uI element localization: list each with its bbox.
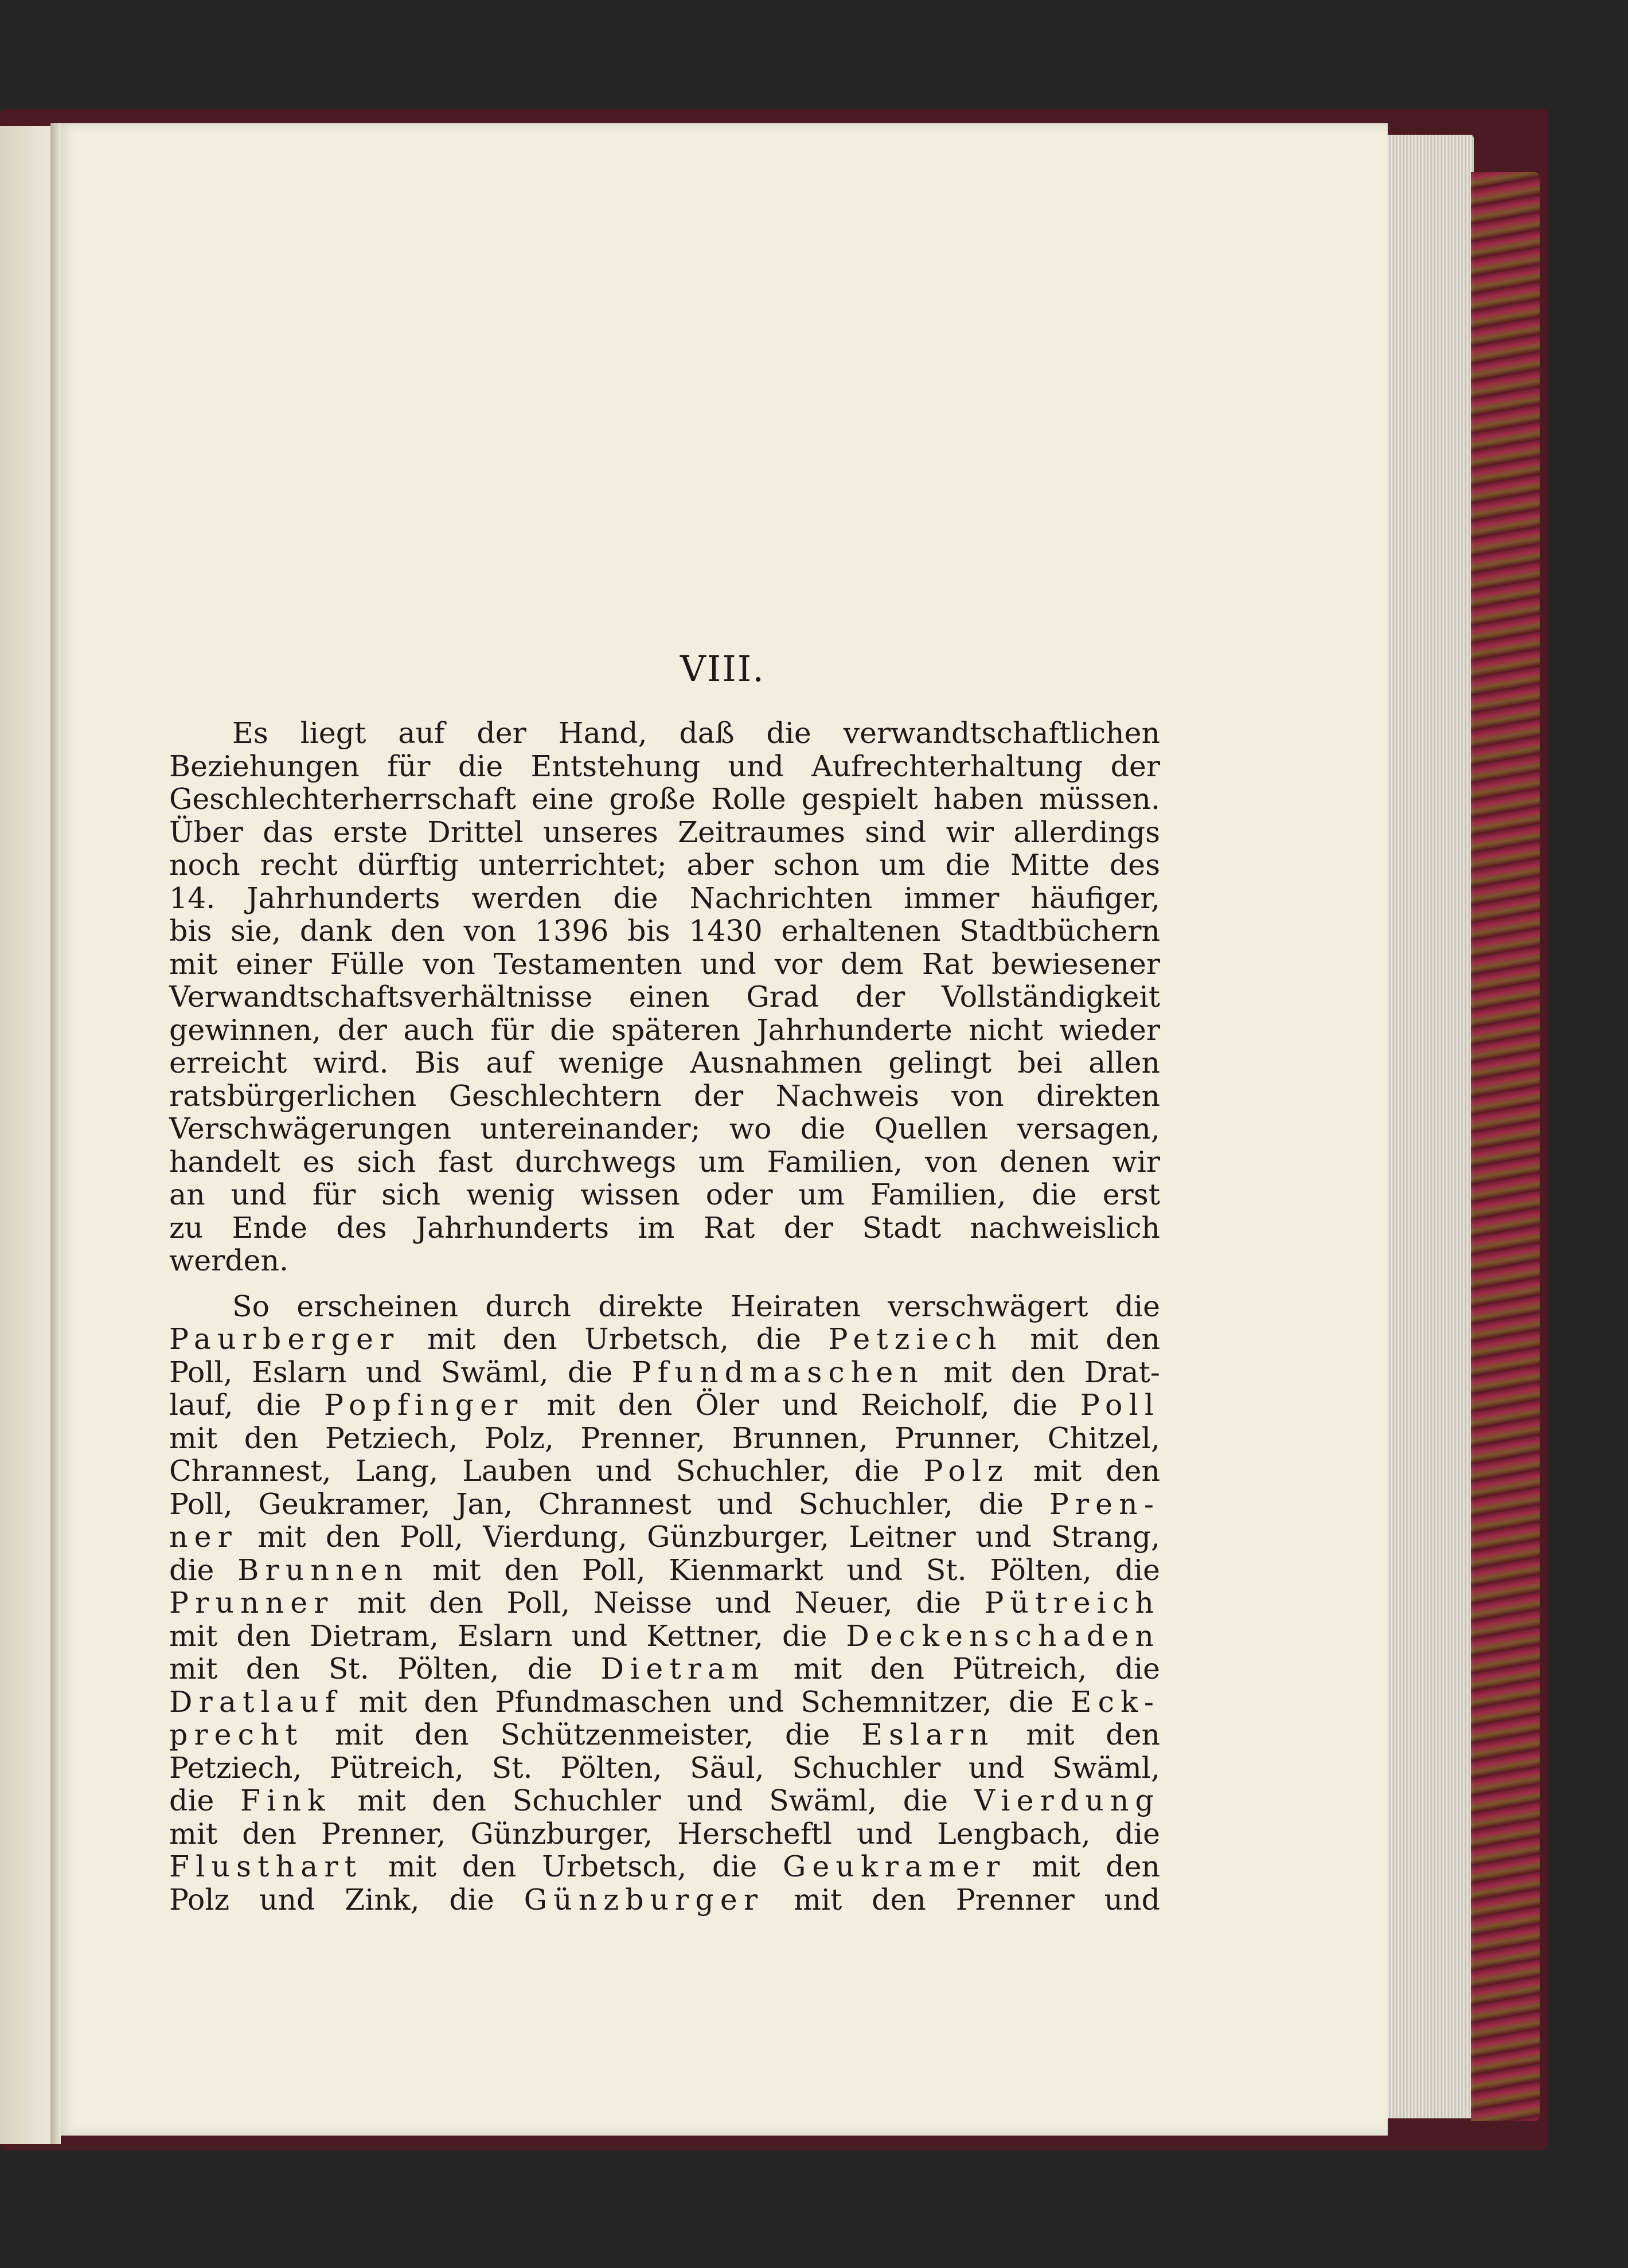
text-line: ner mit den Poll, Vierdung, Günzburger, Leitner und Strang, [169,1520,1160,1554]
spaced-name: Geukramer [782,1849,1006,1883]
paragraph-2 [169,1290,1160,1917]
text-line: 14. Jahrhunderts werden die Nachrichten immer häufiger, [169,881,1160,915]
spaced-name: Dietram [600,1652,766,1686]
text-line: noch recht dürftig unterrichtet; aber schon um die Mitte des [169,848,1160,882]
spaced-name: Polz [923,1454,1009,1488]
page-block-edges [1376,135,1474,2118]
text-line: Verwandtschaftsverhältnisse einen Grad der Vollständigkeit [169,980,1160,1014]
paragraph-gap [169,1277,1160,1290]
text-line: So erscheinen durch direkte Heiraten verschwägert die [232,1289,1160,1323]
text-line: ratsbürgerlichen Geschlechtern der Nachweis von direkten [169,1078,1160,1113]
left-page-edge [0,126,52,2144]
spaced-name: Dratlauf [169,1684,342,1719]
text-line: Prunner mit den Poll, Neisse und Neuer, die Pütreich [169,1586,1160,1620]
paragraph-1 [169,717,1160,1277]
text-line: gewinnen, der auch für die späteren Jahrhunderte nicht wieder [169,1012,1160,1047]
spaced-name: Prunner [169,1586,334,1620]
text-line: mit den Dietram, Eslarn und Kettner, die Deckenschaden [169,1618,1160,1653]
spaced-name: Petziech [828,1322,1003,1356]
text-line: an und für sich wenig wissen oder um Familien, die erst [169,1178,1160,1211]
text-line: handelt es sich fast durchwegs um Familien, von denen wir [169,1144,1160,1179]
text-line: mit einer Fülle von Testamenten und vor dem Rat bewiesener [169,947,1160,981]
page-gutter [50,123,61,2144]
spaced-name: Flusthart [169,1849,362,1883]
text-line: Polz und Zink, die Günzburger mit den Prenner und [169,1882,1160,1917]
text-line: Beziehungen für die Entstehung und Aufrechterhaltung der [169,749,1160,783]
spaced-name: Fink [240,1784,331,1817]
spaced-name: Pren- [1049,1487,1160,1521]
text-line: die Fink mit den Schuchler und Swäml, die Vierdung [169,1784,1160,1817]
text-line: Poll, Eslarn und Swäml, die Pfundmaschen mit den Drat- [169,1355,1160,1389]
text-line: Geschlechterherrschaft eine große Rolle gespielt haben müssen. [169,782,1160,816]
spaced-name: Vierdung [974,1784,1160,1817]
text-line: Verschwägerungen untereinander; wo die Quellen versagen, [169,1112,1160,1145]
text-line: Paurberger mit den Urbetsch, die Petziech mit den [169,1322,1160,1356]
text-line: Petziech, Pütreich, St. Pölten, Säul, Schuchler und Swäml, [169,1750,1160,1785]
text-line: zu Ende des Jahrhunderts im Rat der Stadt nachweislich [169,1210,1160,1245]
text-line: die Brunnen mit den Poll, Kienmarkt und St. Pölten, die [169,1553,1161,1587]
body-text [169,717,1160,1916]
spaced-name: precht [169,1718,304,1751]
spaced-name: Paurberger [169,1322,400,1356]
spaced-name: Pfundmaschen [631,1355,925,1389]
spaced-name: Brunnen [237,1553,409,1587]
text-line: werden. [169,1244,289,1277]
spaced-name: Poll [1080,1388,1160,1422]
text-line: Poll, Geukramer, Jan, Chrannest und Schuchler, die Pren- [169,1487,1160,1521]
text-line: bis sie, dank den von 1396 bis 1430 erhaltenen Stadtbüchern [169,914,1160,948]
text-line: Dratlauf mit den Pfundmaschen und Schemnitzer, die Eck- [169,1684,1160,1719]
text-line: mit den Prenner, Günzburger, Herscheftl und Lengbach, die [169,1816,1160,1851]
text-line: lauf, die Popfinger mit den Öler und Reicholf, die Poll [169,1388,1160,1422]
spaced-name: Pütreich [984,1586,1160,1620]
spaced-name: Günzburger [524,1882,764,1917]
text-line: precht mit den Schützenmeister, die Eslarn mit den [169,1718,1160,1751]
text-line: erreicht wird. Bis auf wenige Ausnahmen gelingt bei allen [169,1046,1160,1080]
spaced-name: ner [169,1520,238,1554]
text-line: mit den St. Pölten, die Dietram mit den Pütreich, die [169,1652,1160,1686]
text-line: Über das erste Drittel unseres Zeitraumes sind wir allerdings [169,815,1160,849]
spaced-name: Eslarn [861,1718,995,1751]
spaced-name: Eck- [1070,1684,1160,1719]
text-line: Es liegt auf der Hand, daß die verwandtschaftlichen [232,716,1160,750]
text-line: Flusthart mit den Urbetsch, die Geukramer mit den [169,1849,1160,1883]
text-line: mit den Petziech, Polz, Prenner, Brunnen, Prunner, Chitzel, [169,1421,1160,1455]
chapter-heading: VIII. [680,648,765,690]
spaced-name: Popfinger [324,1388,524,1422]
spaced-name: Deckenschaden [846,1618,1160,1653]
marbled-edge [1471,172,1540,2121]
text-line: Chrannest, Lang, Lauben und Schuchler, die Polz mit den [169,1454,1160,1488]
book-page [57,123,1388,2136]
